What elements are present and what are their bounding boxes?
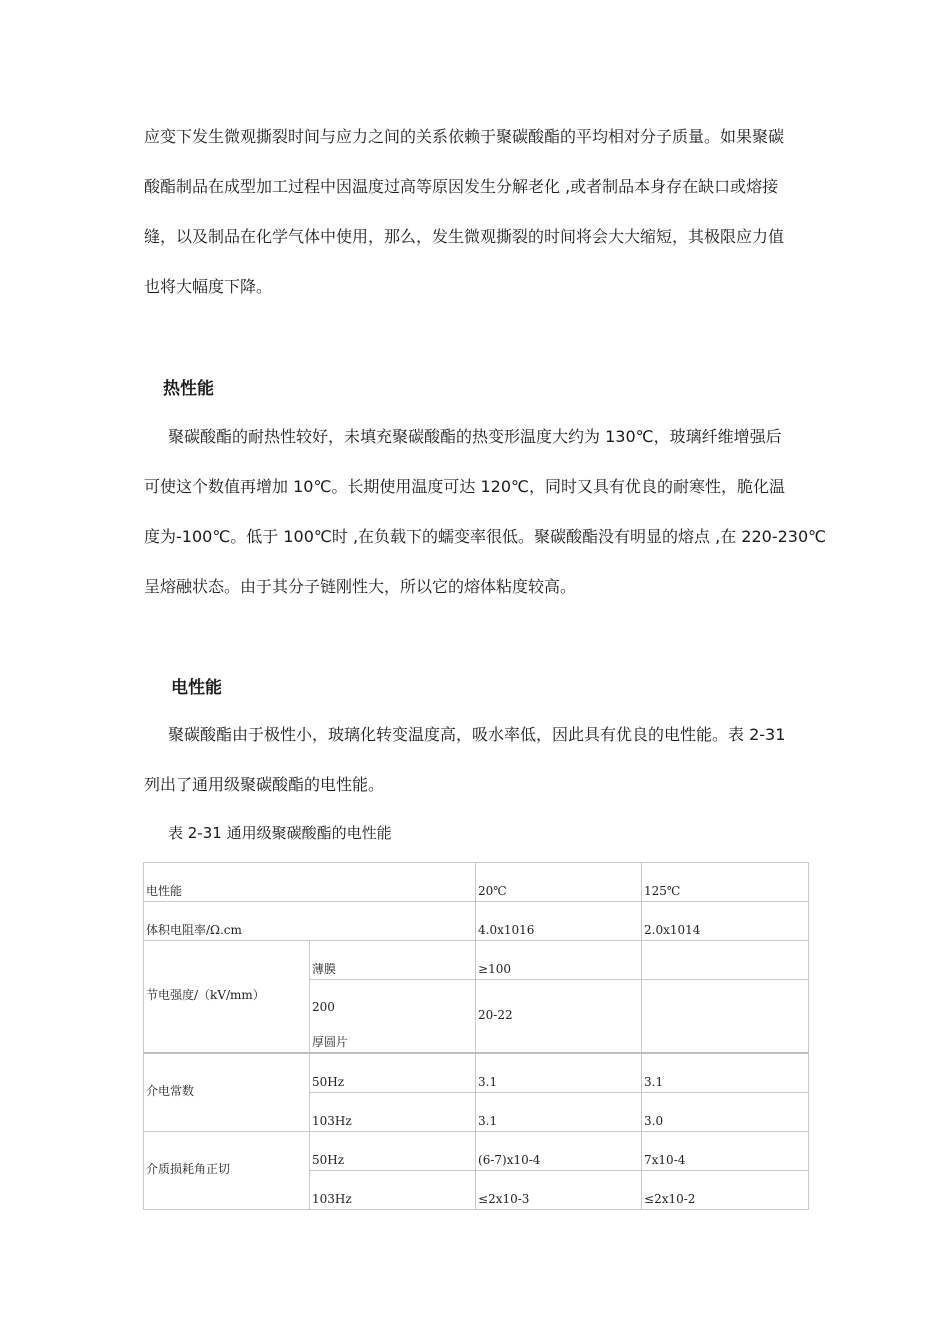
table-cell: ≥100 [476,941,642,980]
table-cell: 7x10-4 [642,1132,809,1171]
table-cell: 介质损耗角正切 [144,1132,310,1210]
table-cell: ≤2x10-3 [476,1171,642,1210]
table-cell: 介电常数 [144,1053,310,1132]
table-row [144,1053,809,1093]
table-cell: 103Hz [310,1093,476,1132]
table-row [144,941,809,980]
table-cell: 电性能 [144,863,476,902]
text-line: 可使这个数值再增加 10℃。长期使用温度可达 120℃，同时又具有优良的耐寒性，脆化温 [144,477,786,496]
table-cell: 3.1 [642,1053,809,1093]
text-line: 呈熔融状态。由于其分子链刚性大，所以它的熔体粘度较高。 [144,577,577,596]
text-line: 缝，以及制品在化学气体中使用，那么，发生微观撕裂的时间将会大大缩短，其极限应力值 [144,227,785,246]
table-cell: 20℃ [476,863,642,902]
table-cell: 20-22 [476,980,642,1054]
text-line: 列出了通用级聚碳酸酯的电性能。 [144,775,385,794]
text-line: 聚碳酸酯由于极性小，玻璃化转变温度高，吸水率低，因此具有优良的电性能。表 2-31 [168,725,786,744]
table-cell: 50Hz [310,1053,476,1093]
table-cell: ≤2x10-2 [642,1171,809,1210]
table-cell [642,980,809,1054]
table-cell: 体积电阻率/Ω.cm [144,902,476,941]
text-line: 也将大幅度下降。 [144,277,273,296]
table-cell: 薄膜 [310,941,476,980]
paragraph-electrical [144,710,824,810]
paragraph-thermal [144,412,827,612]
text-line: 酸酯制品在成型加工过程中因温度过高等原因发生分解老化 ,或者制品本身存在缺口或熔接 [144,177,779,196]
table-cell [642,941,809,980]
paragraph-intro [144,112,824,312]
cell-text: 200 [312,1000,335,1014]
table-cell: 节电强度/（kV/mm） [144,941,310,1054]
heading-thermal: 热性能 [163,379,214,399]
table-row [144,1132,809,1171]
heading-electrical: 电性能 [171,678,222,698]
text-line: 应变下发生微观撕裂时间与应力之间的关系依赖于聚碳酸酯的平均相对分子质量。如果聚碳 [144,127,785,146]
table-row [144,902,809,941]
table-cell: 50Hz [310,1132,476,1171]
electrical-properties-table [143,862,809,1210]
cell-text: 厚圆片 [312,1035,349,1049]
table-cell: 3.0 [642,1093,809,1132]
table-cell: 2.0x1014 [642,902,809,941]
table-cell [310,980,476,1054]
table-cell: (6-7)x10-4 [476,1132,642,1171]
table-row [144,863,809,902]
table-cell: 125℃ [642,863,809,902]
text-line: 度为-100℃。低于 100℃时 ,在负载下的蠕变率很低。聚碳酸酯没有明显的熔点 ,在 220-230℃ [144,527,827,546]
table-cell: 4.0x1016 [476,902,642,941]
table-cell: 3.1 [476,1053,642,1093]
table-cell: 103Hz [310,1171,476,1210]
text-line: 聚碳酸酯的耐热性较好，未填充聚碳酸酯的热变形温度大约为 130℃，玻璃纤维增强后 [168,427,782,446]
table-caption: 表 2-31 通用级聚碳酸酯的电性能 [168,824,392,842]
table-cell: 3.1 [476,1093,642,1132]
